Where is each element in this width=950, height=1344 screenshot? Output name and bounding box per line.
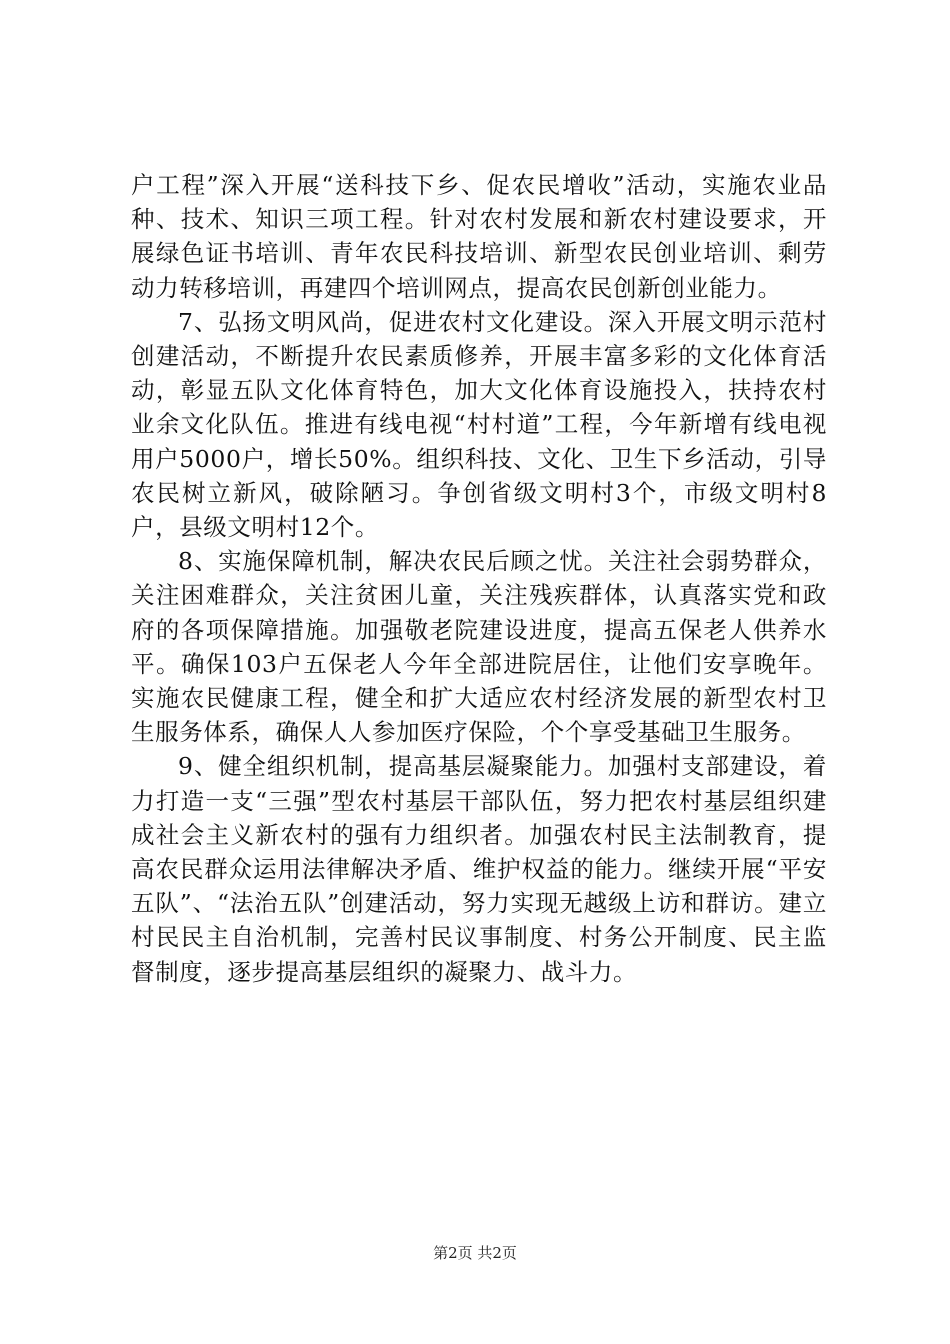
document-body [131,168,827,989]
paragraph-item-8: 8、实施保障机制，解决农民后顾之忧。关注社会弱势群众，关注困难群众，关注贫困儿童，关注残疾群体，认真落实党和政府的各项保障措施。加强敬老院建设进度，提高五保老人供养水平。确保103户五保老人今年全部进院居住，让他们安享晚年。实施农民健康工程，健全和扩大适应农村经济发展的新型农村卫生服务体系，确保人人参加医疗保险，个个享受基础卫生服务。 [131,547,827,747]
paragraph-item-7: 7、弘扬文明风尚，促进农村文化建设。深入开展文明示范村创建活动，不断提升农民素质修养，开展丰富多彩的文化体育活动，彰显五队文化体育特色，加大文化体育设施投入，扶持农村业余文化队伍。推进有线电视“村村道”工程，今年新增有线电视用户5000户，增长50%。组织科技、文化、卫生下乡活动，引导农民树立新风，破除陋习。争创省级文明村3个，市级文明村8户，县级文明村12个。 [131,307,827,542]
paragraph-item-9: 9、健全组织机制，提高基层凝聚能力。加强村支部建设，着力打造一支“三强”型农村基层干部队伍，努力把农村基层组织建成社会主义新农村的强有力组织者。加强农村民主法制教育，提高农民群众运用法律解决矛盾、维护权益的能力。继续开展“平安五队”、“法治五队”创建活动，努力实现无越级上访和群访。建立村民民主自治机制，完善村民议事制度、村务公开制度、民主监督制度，逐步提高基层组织的凝聚力、战斗力。 [131,752,827,986]
paragraph-continuation: 户工程”深入开展“送科技下乡、促农民增收”活动，实施农业品种、技术、知识三项工程。针对农村发展和新农村建设要求，开展绿色证书培训、青年农民科技培训、新型农民创业培训、剩劳动力转移培训，再建四个培训网点，提高农民创新创业能力。 [131,171,827,302]
page-footer: 第2页 共2页 [433,1244,517,1262]
